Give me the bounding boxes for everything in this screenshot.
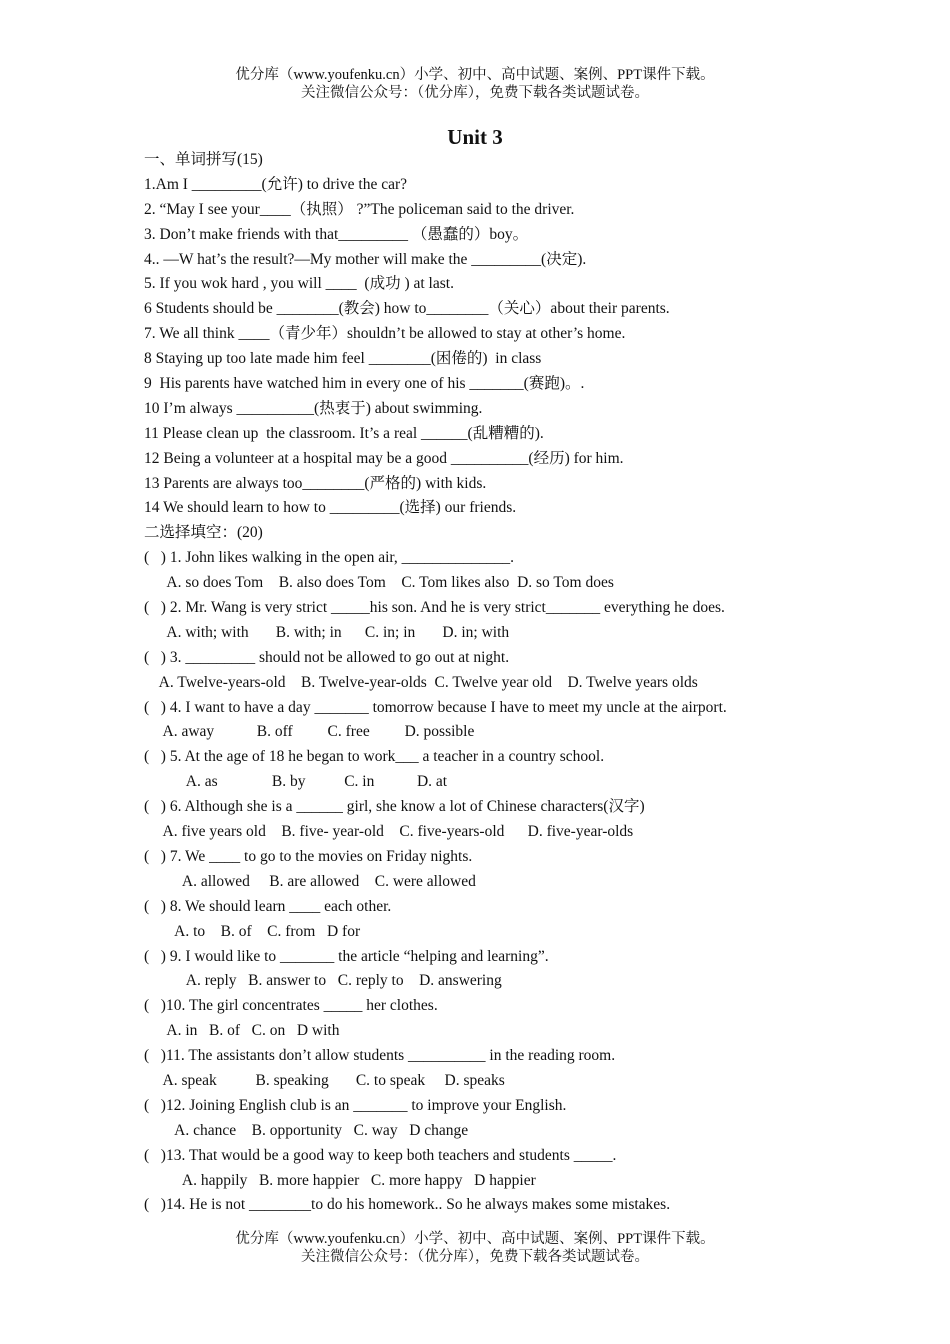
page-header <box>0 66 950 102</box>
choice-question-12: ( )12. Joining English club is an _______ to improve your English. <box>144 1096 567 1114</box>
section-2-heading: 二选择填空：(20) <box>144 524 263 542</box>
choice-question-2: ( ) 2. Mr. Wang is very strict _____his son. And he is very strict_______ everything he does. <box>144 599 725 617</box>
page-footer <box>0 1230 950 1266</box>
spelling-item-10: 10 I’m always __________(热衷于) about swimming. <box>144 399 483 417</box>
choice-question-9: ( ) 9. I would like to _______ the article “helping and learning”. <box>144 947 549 965</box>
spelling-item-4: 4.. —W hat’s the result?—My mother will make the _________(决定). <box>144 250 587 268</box>
choice-options-1: A. so does Tom B. also does Tom C. Tom likes also D. so Tom does <box>144 574 614 592</box>
choice-options-10: A. in B. of C. on D with <box>144 1022 340 1040</box>
header-line-1: 优分库（www.youfenku.cn）小学、初中、高中试题、案例、PPT课件下载。 <box>235 67 715 83</box>
spelling-item-2: 2. “May I see your____（执照） ?”The policeman said to the driver. <box>144 200 575 218</box>
choice-question-1: ( ) 1. John likes walking in the open air, ______________. <box>144 549 515 567</box>
spelling-item-9: 9 His parents have watched him in every one of his _______(赛跑)。. <box>144 375 585 393</box>
spelling-item-8: 8 Staying up too late made him feel ________(困倦的) in class <box>144 350 542 368</box>
footer-line-1: 优分库（www.youfenku.cn）小学、初中、高中试题、案例、PPT课件下载。 <box>235 1231 715 1247</box>
footer-line-2: 关注微信公众号：（优分库），免费下载各类试题试卷。 <box>301 1249 649 1265</box>
choice-options-4: A. away B. off C. free D. possible <box>144 723 475 741</box>
choice-options-6: A. five years old B. five- year-old C. five-years-old D. five-year-olds <box>144 823 634 841</box>
choice-question-13: ( )13. That would be a good way to keep both teachers and students _____. <box>144 1146 617 1164</box>
spelling-item-6: 6 Students should be ________(教会) how to________（关心）about their parents. <box>144 300 670 318</box>
section-1-heading: 一、单词拼写(15) <box>144 151 263 168</box>
spelling-item-1: 1.Am I _________(允许) to drive the car? <box>144 175 408 193</box>
choice-options-3: A. Twelve-years-old B. Twelve-year-olds C. Twelve year old D. Twelve years olds <box>144 673 698 691</box>
choice-options-5: A. as B. by C. in D. at <box>144 773 448 791</box>
spelling-item-5: 5. If you wok hard , you will ____ (成功 ) at last. <box>144 275 454 293</box>
spelling-item-11: 11 Please clean up the classroom. It’s a real ______(乱糟糟的). <box>144 424 544 442</box>
choice-question-10: ( )10. The girl concentrates _____ her clothes. <box>144 997 438 1015</box>
choice-options-7: A. allowed B. are allowed C. were allowed <box>144 872 476 890</box>
choice-question-8: ( ) 8. We should learn ____ each other. <box>144 897 392 915</box>
spelling-item-12: 12 Being a volunteer at a hospital may be a good __________(经历) for him. <box>144 449 624 467</box>
choice-options-11: A. speak B. speaking C. to speak D. speaks <box>144 1071 505 1089</box>
choice-question-4: ( ) 4. I want to have a day _______ tomorrow because I have to meet my uncle at the airport. <box>144 698 727 716</box>
choice-options-13: A. happily B. more happier C. more happy D happier <box>144 1171 536 1189</box>
choice-question-3: ( ) 3. _________ should not be allowed to go out at night. <box>144 648 510 666</box>
choice-question-6: ( ) 6. Although she is a ______ girl, she know a lot of Chinese characters(汉字) <box>144 798 645 816</box>
choice-question-14: ( )14. He is not ________to do his homework.. So he always makes some mistakes. <box>144 1196 671 1214</box>
choice-options-12: A. chance B. opportunity C. way D change <box>144 1121 469 1139</box>
spelling-item-14: 14 We should learn to how to _________(选择) our friends. <box>144 499 517 517</box>
choice-question-11: ( )11. The assistants don’t allow students __________ in the reading room. <box>144 1047 616 1065</box>
choice-options-2: A. with; with B. with; in C. in; in D. in; with <box>144 623 510 641</box>
choice-options-9: A. reply B. answer to C. reply to D. answering <box>144 972 502 990</box>
spelling-item-3: 3. Don’t make friends with that_________ （愚蠢的）boy。 <box>144 225 529 243</box>
page-title: Unit 3 <box>447 125 503 149</box>
choice-question-7: ( ) 7. We ____ to go to the movies on Friday nights. <box>144 847 473 865</box>
worksheet-body <box>144 148 824 1218</box>
spelling-item-13: 13 Parents are always too________(严格的) with kids. <box>144 474 487 492</box>
choice-options-8: A. to B. of C. from D for <box>144 922 361 940</box>
header-line-2: 关注微信公众号：（优分库），免费下载各类试题试卷。 <box>301 85 649 101</box>
choice-question-5: ( ) 5. At the age of 18 he began to work___ a teacher in a country school. <box>144 748 605 766</box>
spelling-item-7: 7. We all think ____（青少年）shouldn’t be allowed to stay at other’s home. <box>144 325 626 343</box>
